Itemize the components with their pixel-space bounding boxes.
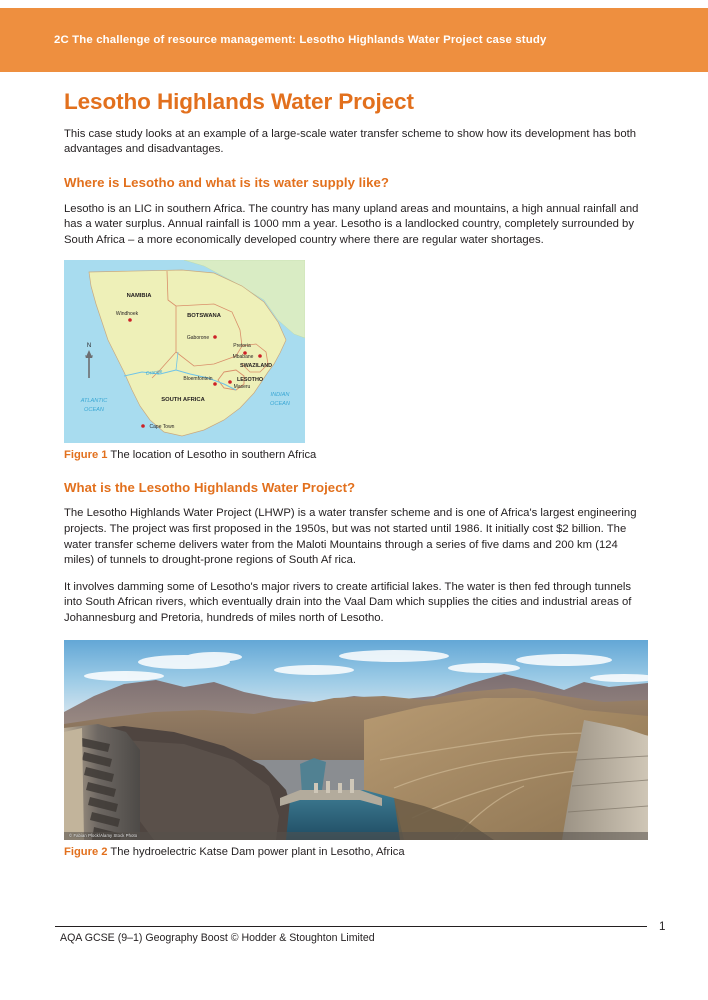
southern-africa-map-graphic <box>64 260 305 443</box>
photo-credit-text: © Fabian Plock/Alamy Stock Photo <box>69 832 138 838</box>
map-label-mbabane: Mbabane <box>232 353 254 360</box>
figure-1-label: Figure 1 <box>64 448 108 461</box>
figure-2-label: Figure 2 <box>64 845 108 858</box>
svg-text:N: N <box>86 342 92 349</box>
map-city-dot-maseru <box>228 380 232 384</box>
map-label-namibia: NAMIBIA <box>126 292 152 299</box>
document-content <box>64 90 648 860</box>
map-label-maseru: Maseru <box>233 383 251 390</box>
figure-2-caption-text: The hydroelectric Katse Dam power plant in Lesotho, Africa <box>107 845 405 858</box>
map-label-atlantic-ocean-2: OCEAN <box>84 406 104 413</box>
section-1-paragraph-1: Lesotho is an LIC in southern Africa. The country has many upland areas and mountains, a high annual rainfall and has a water surplus. Annual rainfall is 1000 mm a year. Lesotho is a landlocked country, completely surrounded by South Africa – a more economically developed country where there are regular water shortages. <box>64 202 639 246</box>
map-label-south-africa: SOUTH AFRICA <box>161 396 205 403</box>
header-banner-text: 2C The challenge of resource management: Lesotho Highlands Water Project case study <box>54 34 547 46</box>
map-city-dot-bloemfontein <box>213 382 217 386</box>
map-label-atlantic-ocean: ATLANTIC <box>80 397 108 404</box>
figure-1-caption-text: The location of Lesotho in southern Africa <box>107 448 317 461</box>
katse-dam-photograph <box>64 640 648 840</box>
figure-1-map-image <box>64 260 305 443</box>
photo-credit-band <box>64 832 648 840</box>
map-label-pretoria: Pretoria <box>233 342 251 349</box>
footer-copyright-text: AQA GCSE (9–1) Geography Boost © Hodder & Stoughton Limited <box>60 932 375 944</box>
photo-upstream-water <box>300 758 326 794</box>
footer-divider <box>55 926 647 927</box>
map-label-capetown: Cape Town <box>149 423 175 430</box>
map-label-orange-river: Orange <box>145 368 163 377</box>
map-city-dot-mbabane <box>258 354 262 358</box>
page-title: Lesotho Highlands Water Project <box>64 89 414 114</box>
section-2-paragraph-1: The Lesotho Highlands Water Project (LHWP) is a water transfer scheme and is one of Africa's largest engineering projects. The project was first proposed in the 1950s, but was not started until 1986. It initially cost $2 billion. The water transfer scheme delivers water from the Maloti Mountains through a series of five dams and 200 km (124 miles) of tunnels to drought-prone regions of South Af rica. <box>64 507 637 567</box>
map-label-bloemfontein: Bloemfontein <box>183 375 213 382</box>
map-label-swaziland: SWAZILAND <box>239 362 273 369</box>
photo-dam-parapet-left <box>64 728 84 840</box>
map-label-indian-ocean: INDIAN <box>270 391 290 398</box>
map-label-lesotho: LESOTHO <box>236 376 264 383</box>
section-heading-what-is-lhwp: What is the Lesotho Highlands Water Project? <box>64 479 356 495</box>
map-label-gaborone: Gaborone <box>186 334 210 341</box>
figure-1-caption <box>64 448 648 463</box>
page-number: 1 <box>659 920 666 933</box>
map-label-windhoek: Windhoek <box>115 310 139 317</box>
section-2-paragraph-2: It involves damming some of Lesotho's major rivers to create artificial lakes. The water is then fed through tunnels into South African rivers, which eventually drain into the Vaal Dam which supplies the cities and industrial areas of Johannesburg and Pretoria, hundreds of miles north of Lesotho. <box>64 580 632 624</box>
map-city-dot-gaborone <box>213 335 217 339</box>
map-city-dot-windhoek <box>128 318 132 322</box>
page-header-banner <box>0 8 708 72</box>
intro-paragraph: This case study looks at an example of a large-scale water transfer scheme to show how its development has both advantages and disadvantages. <box>64 127 637 156</box>
figure-2-photo-image <box>64 640 648 840</box>
section-heading-where-is-lesotho: Where is Lesotho and what is its water supply like? <box>64 174 389 190</box>
map-label-indian-ocean-2: OCEAN <box>270 400 290 407</box>
figure-2-caption <box>64 845 648 860</box>
map-city-dot-capetown <box>141 424 145 428</box>
map-label-botswana: BOTSWANA <box>187 312 221 319</box>
